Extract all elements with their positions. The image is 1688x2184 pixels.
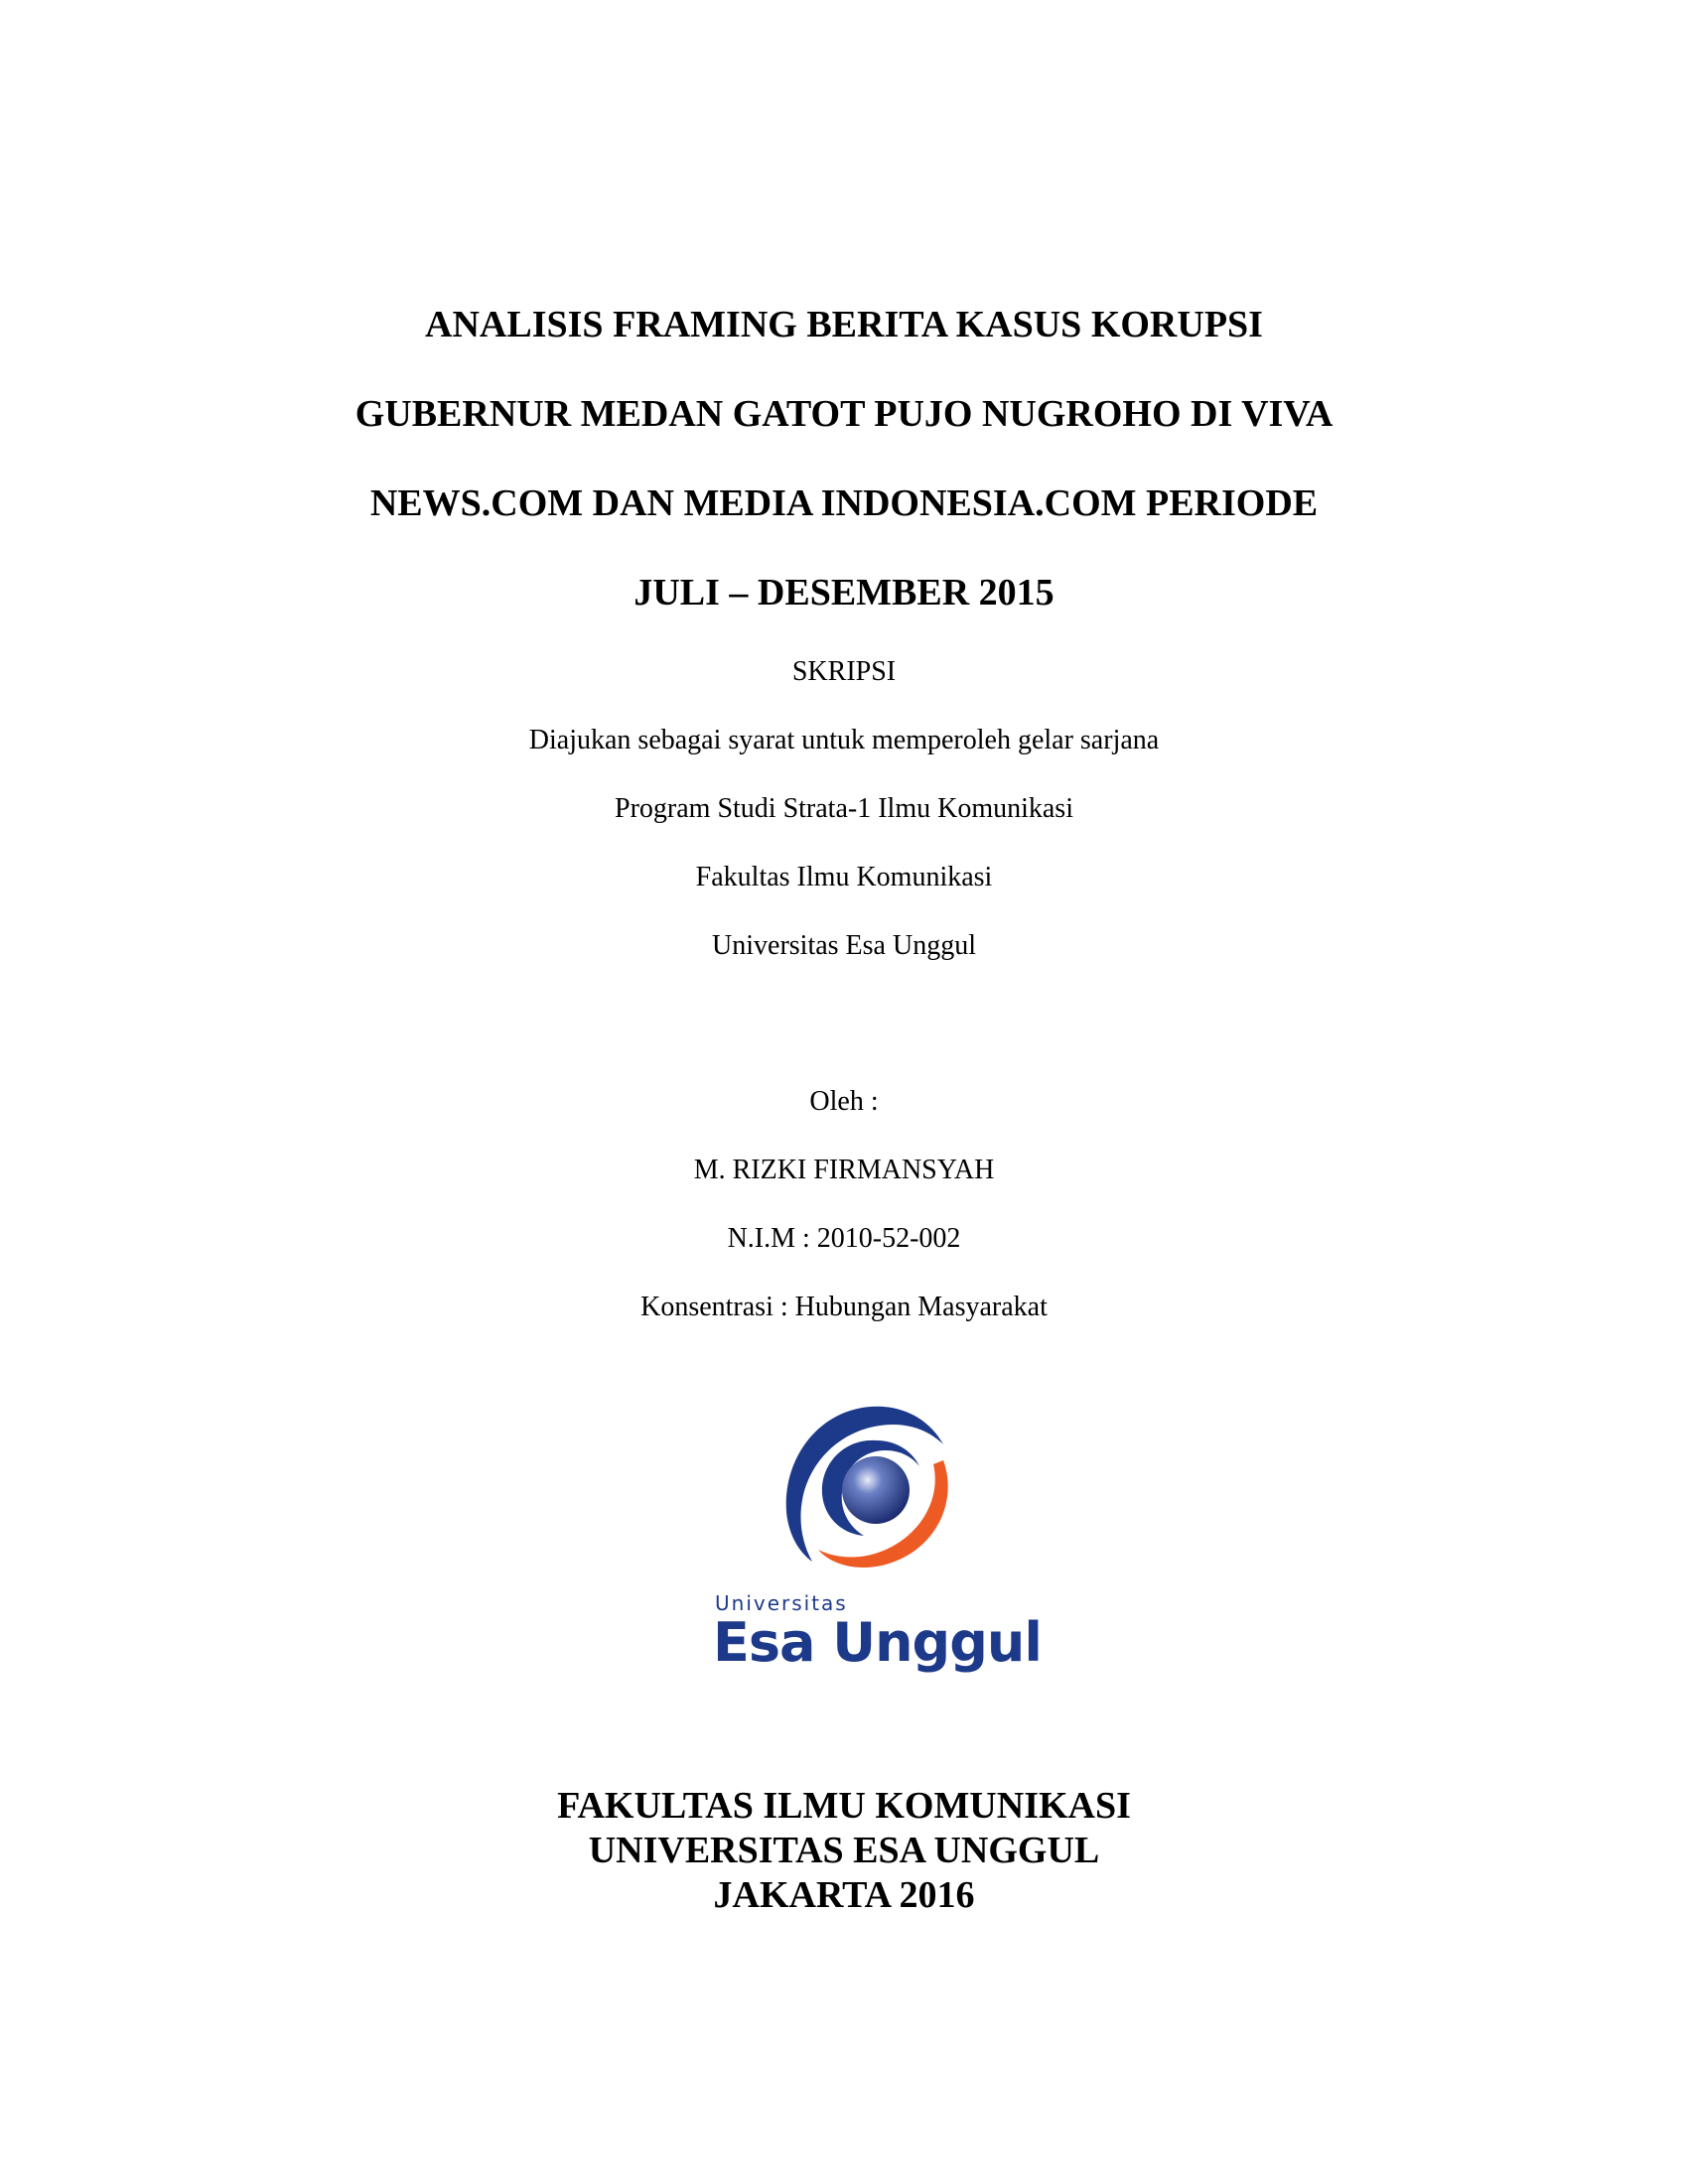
by-label: Oleh :	[809, 1086, 879, 1117]
university-logo	[713, 1395, 1042, 1683]
student-id: N.I.M : 2010-52-002	[727, 1223, 961, 1254]
purpose-text: Diajukan sebagai syarat untuk memperoleh gelar sarjana	[528, 725, 1160, 755]
logo-small-text: Universitas	[715, 1591, 848, 1615]
faculty-text: Fakultas Ilmu Komunikasi	[695, 862, 993, 892]
footer-institution	[0, 1784, 1688, 1918]
submission-info	[0, 637, 1688, 980]
university-text: Universitas Esa Unggul	[712, 930, 976, 961]
footer-faculty: FAKULTAS ILMU KOMUNIKASI	[557, 1785, 1131, 1827]
author-info	[0, 1067, 1688, 1341]
title-line-4: JULI – DESEMBER 2015	[633, 572, 1055, 614]
logo-big-text: Esa Unggul	[713, 1611, 1042, 1674]
author-name: M. RIZKI FIRMANSYAH	[693, 1155, 995, 1185]
concentration-text: Konsentrasi : Hubungan Masyarakat	[640, 1292, 1048, 1322]
title-line-2: GUBERNUR MEDAN GATOT PUJO NUGROHO DI VIVA	[354, 393, 1334, 435]
thesis-title	[0, 280, 1688, 637]
title-line-1: ANALISIS FRAMING BERITA KASUS KORUPSI	[425, 304, 1263, 345]
globe-swoosh-icon	[765, 1395, 963, 1593]
footer-university: UNIVERSITAS ESA UNGGUL	[588, 1830, 1100, 1871]
title-line-3: NEWS.COM DAN MEDIA INDONESIA.COM PERIODE	[369, 482, 1319, 524]
program-text: Program Studi Strata-1 Ilmu Komunikasi	[615, 793, 1073, 824]
footer-city-year: JAKARTA 2016	[713, 1874, 975, 1916]
document-type: SKRIPSI	[791, 656, 897, 687]
